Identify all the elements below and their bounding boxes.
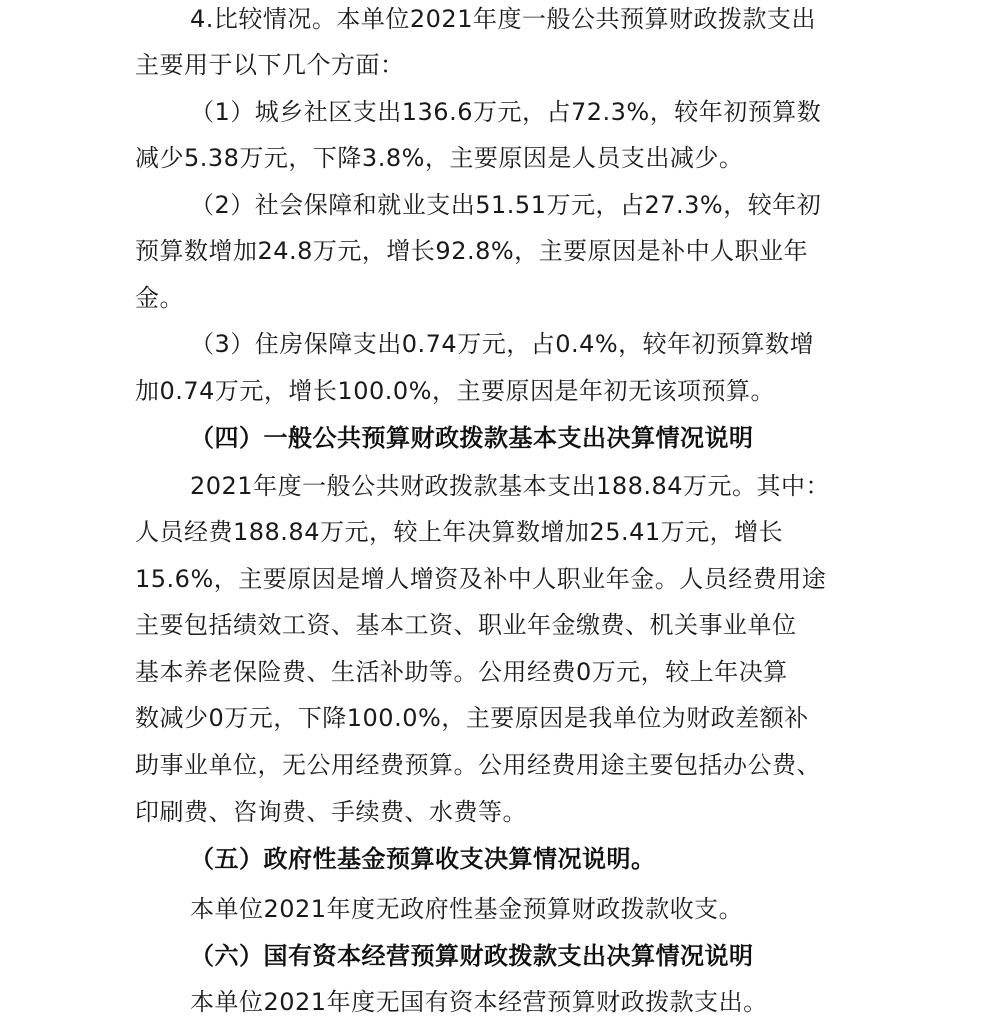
text-line-3: （1）城乡社区支出136.6万元，占72.3%，较年初预算数: [190, 98, 822, 126]
text-line-1: 4.比较情况。本单位2021年度一般公共预算财政拨款支出: [190, 5, 816, 33]
text-line-11: 2021年度一般公共财政拨款基本支出188.84万元。其中：: [190, 472, 831, 500]
text-line-9: 加0.74万元，增长100.0%，主要原因是年初无该项预算。: [135, 377, 775, 405]
text-line-17: 助事业单位，无公用经费预算。公用经费用途主要包括办公费、: [135, 751, 821, 779]
section-heading-5: （五）政府性基金预算收支决算情况说明。: [190, 845, 656, 873]
section-heading-6: （六）国有资本经营预算财政拨款支出决算情况说明: [190, 942, 754, 970]
text-line-7: 金。: [135, 284, 184, 312]
section-heading-4: （四）一般公共预算财政拨款基本支出决算情况说明: [190, 424, 754, 452]
text-line-13: 15.6%，主要原因是增人增资及补中人职业年金。人员经费用途: [135, 565, 827, 593]
text-line-8: （3）住房保障支出0.74万元，占0.4%，较年初预算数增: [190, 330, 815, 358]
text-line-4: 减少5.38万元，下降3.8%，主要原因是人员支出减少。: [135, 144, 744, 172]
text-line-18: 印刷费、咨询费、手续费、水费等。: [135, 798, 527, 826]
text-line-5: （2）社会保障和就业支出51.51万元，占27.3%，较年初: [190, 191, 822, 219]
text-line-16: 数减少0万元，下降100.0%，主要原因是我单位为财政差额补: [135, 704, 809, 732]
text-line-15: 基本养老保险费、生活补助等。公用经费0万元，较上年决算: [135, 658, 788, 686]
text-line-6: 预算数增加24.8万元，增长92.8%，主要原因是补中人职业年: [135, 237, 809, 265]
text-line-12: 人员经费188.84万元，较上年决算数增加25.41万元，增长: [135, 518, 784, 546]
text-line-22: 本单位2021年度无国有资本经营预算财政拨款支出。: [190, 988, 768, 1016]
text-line-14: 主要包括绩效工资、基本工资、职业年金缴费、机关事业单位: [135, 611, 797, 639]
text-line-2: 主要用于以下几个方面：: [135, 51, 405, 79]
text-line-20: 本单位2021年度无政府性基金预算财政拨款收支。: [190, 895, 744, 923]
